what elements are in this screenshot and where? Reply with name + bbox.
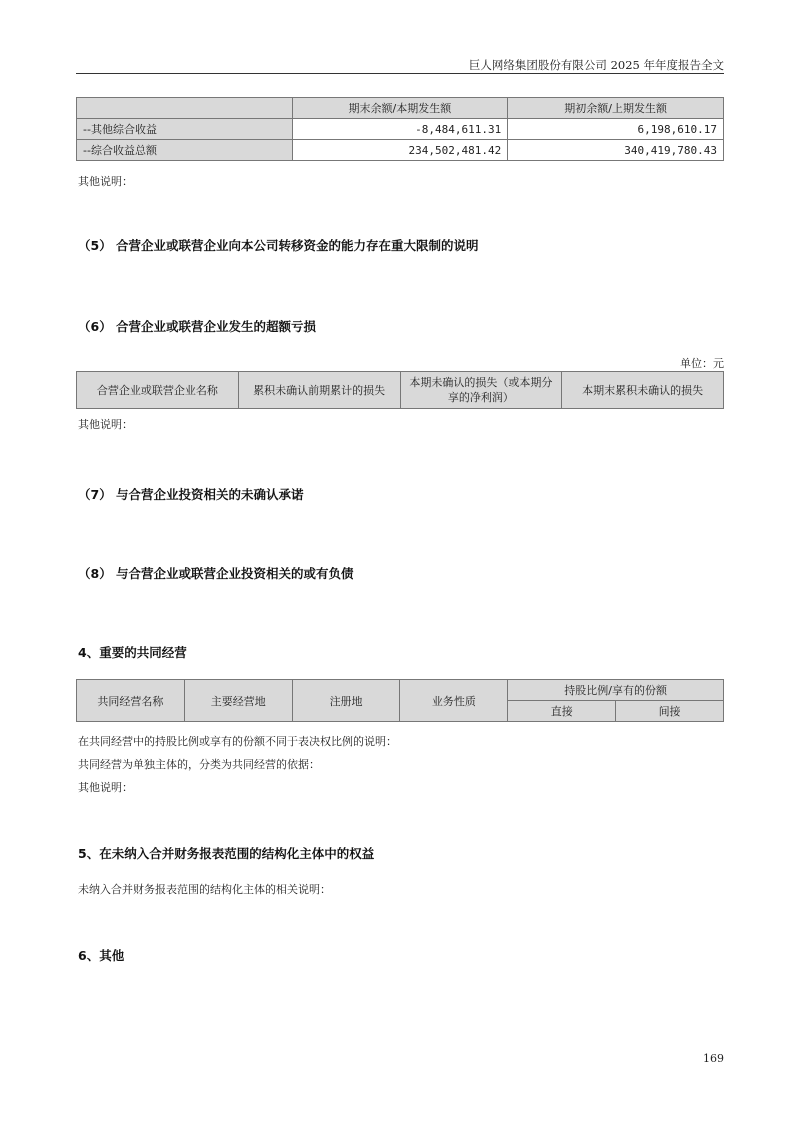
joint-operations-table <box>76 679 724 722</box>
table-header-cell: 业务性质 <box>400 680 508 722</box>
table-header-row <box>77 372 724 409</box>
table-header-cell: 持股比例/享有的份额 <box>508 680 724 701</box>
header-rule <box>76 73 724 74</box>
section-heading-5: （5） 合营企业或联营企业向本公司转移资金的能力存在重大限制的说明 <box>78 238 479 253</box>
table-row <box>77 119 724 140</box>
table-header-cell: 共同经营名称 <box>77 680 185 722</box>
table-row-label: --其他综合收益 <box>77 119 293 140</box>
excess-loss-table <box>76 371 724 409</box>
section-heading-7: （7） 与合营企业投资相关的未确认承诺 <box>78 487 304 502</box>
section-heading-8: （8） 与合营企业或联营企业投资相关的或有负债 <box>78 566 354 581</box>
other-notes-label: 其他说明： <box>78 175 133 188</box>
table-header-row <box>77 98 724 119</box>
comprehensive-income-table <box>76 97 724 161</box>
table-header-row <box>77 680 724 701</box>
table-subheader-cell: 间接 <box>616 701 724 722</box>
page-number: 169 <box>703 1052 724 1065</box>
table-header-cell: 期末余额/本期发生额 <box>292 98 508 119</box>
table-header-cell: 累积未确认前期累计的损失 <box>238 372 400 409</box>
note-line: 共同经营为单独主体的，分类为共同经营的依据： <box>78 758 320 771</box>
table-row-label: --综合收益总额 <box>77 140 293 161</box>
table-cell: 340,419,780.43 <box>508 140 724 161</box>
table-cell: 234,502,481.42 <box>292 140 508 161</box>
section-heading-joint-operations: 4、重要的共同经营 <box>78 645 187 660</box>
section-heading-6: （6） 合营企业或联营企业发生的超额亏损 <box>78 319 317 334</box>
table-cell: 6,198,610.17 <box>508 119 724 140</box>
report-header-title: 巨人网络集团股份有限公司 2025 年年度报告全文 <box>468 58 724 72</box>
table-subheader-cell: 直接 <box>508 701 616 722</box>
note-line: 未纳入合并财务报表范围的结构化主体的相关说明： <box>78 883 331 896</box>
table-header-cell: 本期未确认的损失（或本期分享的净利润） <box>400 372 562 409</box>
table-header-cell: 期初余额/上期发生额 <box>508 98 724 119</box>
section-heading-structured-entities: 5、在未纳入合并财务报表范围的结构化主体中的权益 <box>78 846 375 861</box>
table-header-cell: 合营企业或联营企业名称 <box>77 372 239 409</box>
section-heading-other: 6、其他 <box>78 948 125 963</box>
table-header-cell: 注册地 <box>292 680 400 722</box>
table-header-cell: 本期末累积未确认的损失 <box>562 372 724 409</box>
table-header-cell <box>77 98 293 119</box>
note-line: 在共同经营中的持股比例或享有的份额不同于表决权比例的说明： <box>78 735 397 748</box>
table-header-cell: 主要经营地 <box>184 680 292 722</box>
other-notes-label: 其他说明： <box>78 418 133 431</box>
table-cell: -8,484,611.31 <box>292 119 508 140</box>
table-row <box>77 140 724 161</box>
unit-label: 单位：元 <box>680 357 724 370</box>
note-line: 其他说明： <box>78 781 133 794</box>
